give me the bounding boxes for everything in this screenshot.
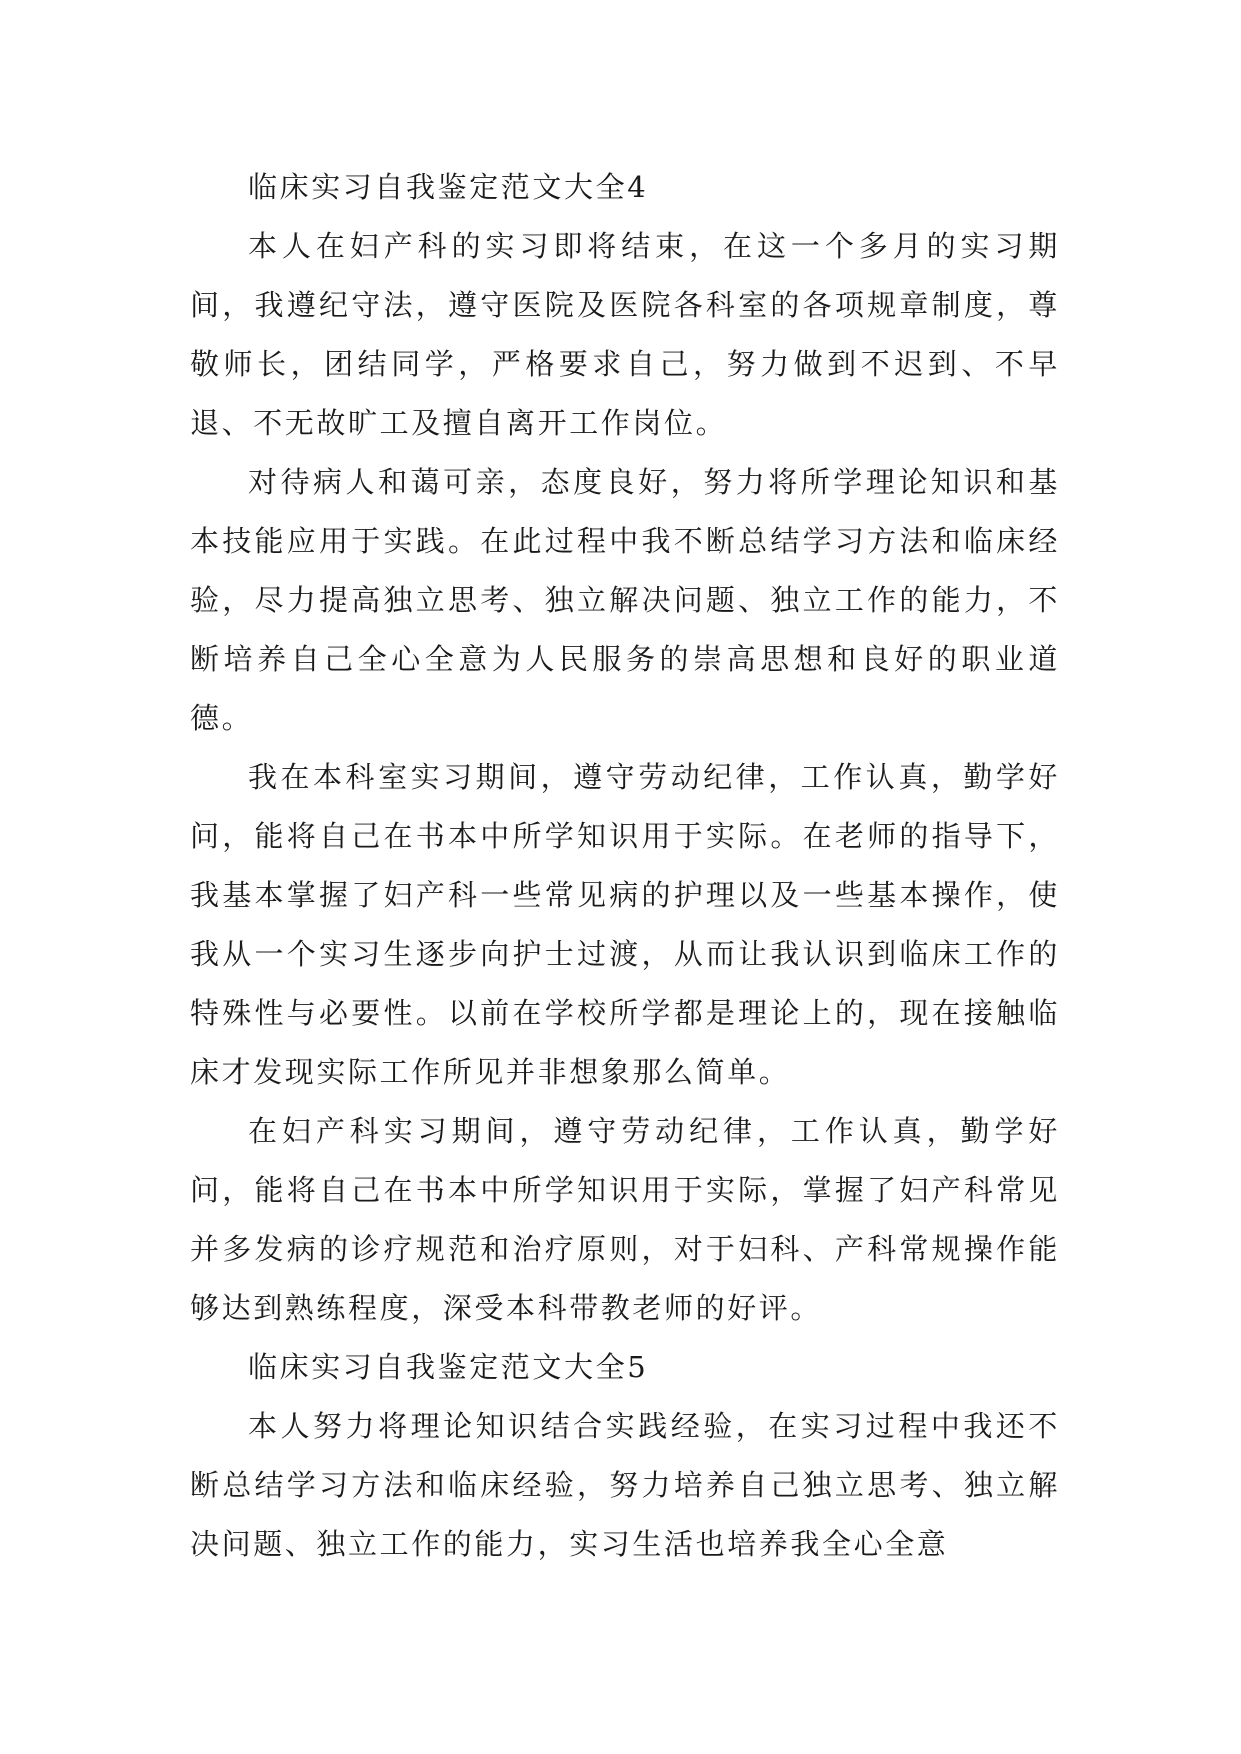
paragraph: 我在本科室实习期间，遵守劳动纪律，工作认真，勤学好问，能将自己在书本中所学知识用于实际。在老师的指导下，我基本掌握了妇产科一些常见病的护理以及一些基本操作，使我从一个实习生逐步向护士过渡，从而让我认识到临床工作的特殊性与必要性。以前在学校所学都是理论上的，现在接触临床才发现实际工作所见并非想象那么简单。 <box>190 760 1060 1089</box>
document-body <box>190 158 1060 1574</box>
paragraph: 本人努力将理论知识结合实践经验，在实习过程中我还不断总结学习方法和临床经验，努力培养自己独立思考、独立解决问题、独立工作的能力，实习生活也培养我全心全意 <box>190 1409 1060 1561</box>
paragraph: 对待病人和蔼可亲，态度良好，努力将所学理论知识和基本技能应用于实践。在此过程中我不断总结学习方法和临床经验，尽力提高独立思考、独立解决问题、独立工作的能力，不断培养自己全心全意为人民服务的崇高思想和良好的职业道德。 <box>190 465 1060 735</box>
paragraph: 在妇产科实习期间，遵守劳动纪律，工作认真，勤学好问，能将自己在书本中所学知识用于实际，掌握了妇产科常见并多发病的诊疗规范和治疗原则，对于妇科、产科常规操作能够达到熟练程度，深受本科带教老师的好评。 <box>190 1114 1060 1325</box>
paragraph: 本人在妇产科的实习即将结束，在这一个多月的实习期间，我遵纪守法，遵守医院及医院各科室的各项规章制度，尊敬师长，团结同学，严格要求自己，努力做到不迟到、不早退、不无故旷工及擅自离开工作岗位。 <box>190 229 1060 440</box>
section-heading-4: 临床实习自我鉴定范文大全4 <box>248 170 649 204</box>
section-heading-5: 临床实习自我鉴定范文大全5 <box>248 1350 649 1384</box>
